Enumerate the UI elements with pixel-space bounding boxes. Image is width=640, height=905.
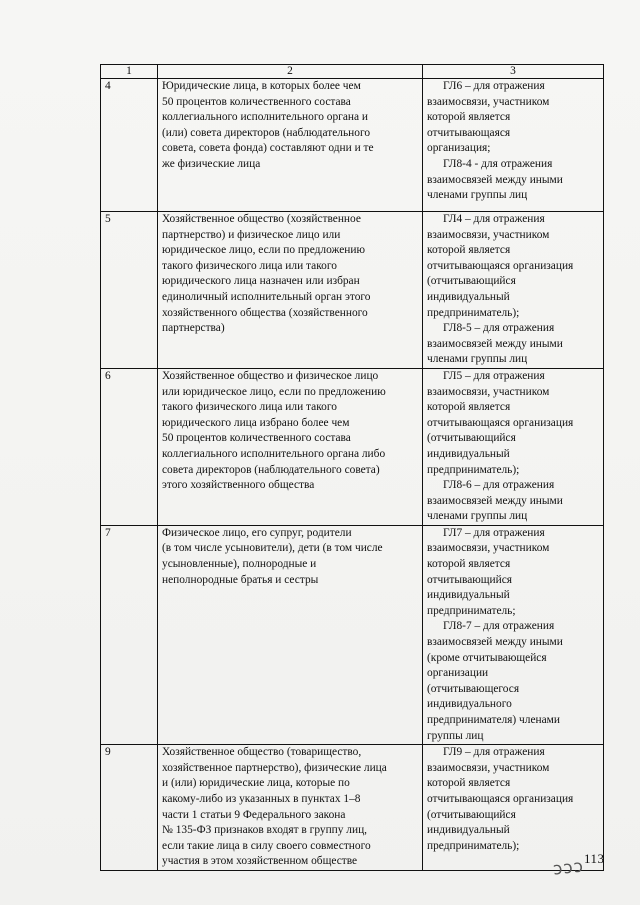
description-line: неполнородные братья и сестры <box>162 573 319 586</box>
code-line: ГЛ5 – для отражения <box>443 369 545 382</box>
code-block <box>427 157 600 204</box>
code-line: членами группы лиц <box>427 510 528 523</box>
description-line: юридическое лицо, если по предложению <box>162 244 366 257</box>
header-cell-1: 1 <box>101 65 158 79</box>
code-block <box>427 212 600 321</box>
row-codes <box>423 525 604 744</box>
description-line: Физическое лицо, его супруг, родители <box>162 526 352 539</box>
row-codes <box>423 79 604 212</box>
code-line: ГЛ6 – для отражения <box>443 80 545 92</box>
code-line: взаимосвязи, участником <box>427 385 550 398</box>
code-line: предприниматель); <box>427 306 520 319</box>
code-line: индивидуальный <box>427 824 510 837</box>
code-line: взаимосвязей между иными <box>427 494 563 507</box>
description-line: юридического лица избрано более чем <box>162 416 350 429</box>
code-line: которой является <box>427 777 511 790</box>
code-line: предприниматель; <box>427 604 516 617</box>
code-block <box>427 619 600 744</box>
header-cell-2: 2 <box>158 65 423 79</box>
description-line: же физические лица <box>162 157 261 170</box>
row-description <box>158 525 423 744</box>
code-line: отчитывающаяся организация <box>427 792 574 805</box>
code-block <box>427 526 600 620</box>
code-line: предприниматель); <box>427 463 520 476</box>
table-row <box>101 212 604 369</box>
code-line: ГЛ7 – для отражения <box>443 526 545 539</box>
description-line: и (или) юридические лица, которые по <box>162 777 350 790</box>
description-line: юридического лица назначен или избран <box>162 275 360 288</box>
row-number: 5 <box>101 212 158 369</box>
code-line: (отчитывающийся <box>427 275 516 288</box>
description-line: этого хозяйственного общества <box>162 479 315 492</box>
table-body <box>101 79 604 871</box>
code-line: ГЛ8-4 - для отражения <box>443 157 553 170</box>
code-line: членами группы лиц <box>427 189 528 202</box>
table-row <box>101 368 604 525</box>
description-line: партнерства) <box>162 322 225 335</box>
code-block <box>427 745 600 854</box>
code-line: группы лиц <box>427 729 484 742</box>
code-line: ГЛ9 – для отражения <box>443 746 545 759</box>
code-line: взаимосвязей между иными <box>427 636 563 649</box>
code-line: индивидуальный <box>427 290 510 303</box>
row-description <box>158 745 423 871</box>
data-table <box>100 64 604 871</box>
description-line: Хозяйственное общество (товарищество, <box>162 746 362 759</box>
row-description <box>158 79 423 212</box>
description-line: части 1 статьи 9 Федерального закона <box>162 808 346 821</box>
description-line: 50 процентов количественного состава <box>162 432 351 445</box>
row-number: 9 <box>101 745 158 871</box>
code-line: индивидуального <box>427 698 512 711</box>
description-line: Хозяйственное общество и физическое лицо <box>162 369 379 382</box>
code-line: индивидуальный <box>427 447 510 460</box>
code-line: ГЛ8-5 – для отражения <box>443 322 555 335</box>
code-line: взаимосвязи, участником <box>427 95 550 108</box>
description-line: хозяйственного общества (хозяйственного <box>162 306 368 319</box>
header-cell-3: 3 <box>423 65 604 79</box>
code-line: предприниматель); <box>427 839 520 852</box>
code-line: взаимосвязи, участником <box>427 761 550 774</box>
description-line: 50 процентов количественного состава <box>162 95 351 108</box>
row-codes <box>423 745 604 871</box>
code-line: (отчитывающийся <box>427 808 516 821</box>
description-line: коллегиального исполнительного органа и <box>162 111 368 124</box>
description-line: участия в этом хозяйственном обществе <box>162 855 358 868</box>
code-line: предпринимателя) членами <box>427 714 560 726</box>
code-line: (отчитывающийся <box>427 432 516 445</box>
code-line: членами группы лиц <box>427 353 528 366</box>
description-line: если такие лица в силу своего совместного <box>162 839 371 852</box>
code-block <box>427 79 600 157</box>
row-number: 7 <box>101 525 158 744</box>
description-line: единоличный исполнительный орган этого <box>162 290 371 303</box>
code-block <box>427 321 600 368</box>
row-description <box>158 212 423 369</box>
code-line: ГЛ4 – для отражения <box>443 213 545 225</box>
description-line: № 135-ФЗ признаков входят в группу лиц, <box>162 824 368 837</box>
code-block <box>427 369 600 478</box>
table-row <box>101 745 604 871</box>
code-line: индивидуальный <box>427 589 510 602</box>
code-line: которой является <box>427 111 511 124</box>
description-line: какому-либо из указанных в пунктах 1–8 <box>162 792 361 805</box>
code-line: ГЛ8-7 – для отражения <box>443 620 555 633</box>
description-line: хозяйственное партнерство), физические лица <box>162 761 387 774</box>
description-line: такого физического лица или такого <box>162 401 337 414</box>
code-line: отчитывающаяся <box>427 126 511 139</box>
description-line: коллегиального исполнительного органа либо <box>162 447 386 460</box>
code-line: (кроме отчитывающейся <box>427 651 547 664</box>
description-line: усыновленные), полнородные и <box>162 558 317 571</box>
code-line: организация; <box>427 142 491 155</box>
description-line: (в том числе усыновители), дети (в том числе <box>162 542 383 555</box>
code-line: (отчитывающегося <box>427 682 520 695</box>
code-line: отчитывающаяся организация <box>427 259 574 272</box>
row-description <box>158 368 423 525</box>
description-line: Хозяйственное общество (хозяйственное <box>162 213 361 225</box>
description-line: такого физического лица или такого <box>162 259 337 272</box>
code-line: взаимосвязей между иными <box>427 173 563 186</box>
code-line: которой является <box>427 244 511 257</box>
row-number: 6 <box>101 368 158 525</box>
description-line: Юридические лица, в которых более чем <box>162 80 361 92</box>
code-line: взаимосвязей между иными <box>427 337 563 350</box>
code-line: которой является <box>427 558 511 571</box>
handwritten-mark: ɔɔɔ <box>552 856 585 880</box>
description-line: совета, совета фонда) составляют одни и те <box>162 142 374 155</box>
description-line: партнерство) и физическое лицо или <box>162 228 341 241</box>
row-number: 4 <box>101 79 158 212</box>
table-row <box>101 79 604 212</box>
row-codes <box>423 368 604 525</box>
code-line: отчитывающаяся организация <box>427 416 574 429</box>
description-line: или юридическое лицо, если по предложению <box>162 385 386 398</box>
table-row <box>101 525 604 744</box>
code-block <box>427 478 600 525</box>
description-line: совета директоров (наблюдательного совета) <box>162 463 380 476</box>
header-row <box>101 65 604 79</box>
code-line: взаимосвязи, участником <box>427 542 550 555</box>
page-number: 113 <box>584 851 605 866</box>
code-line: взаимосвязи, участником <box>427 228 550 241</box>
code-line: организации <box>427 667 489 680</box>
code-line: отчитывающийся <box>427 573 513 586</box>
row-codes <box>423 212 604 369</box>
code-line: ГЛ8-6 – для отражения <box>443 479 555 492</box>
description-line: (или) совета директоров (наблюдательного <box>162 126 371 139</box>
code-line: которой является <box>427 401 511 414</box>
